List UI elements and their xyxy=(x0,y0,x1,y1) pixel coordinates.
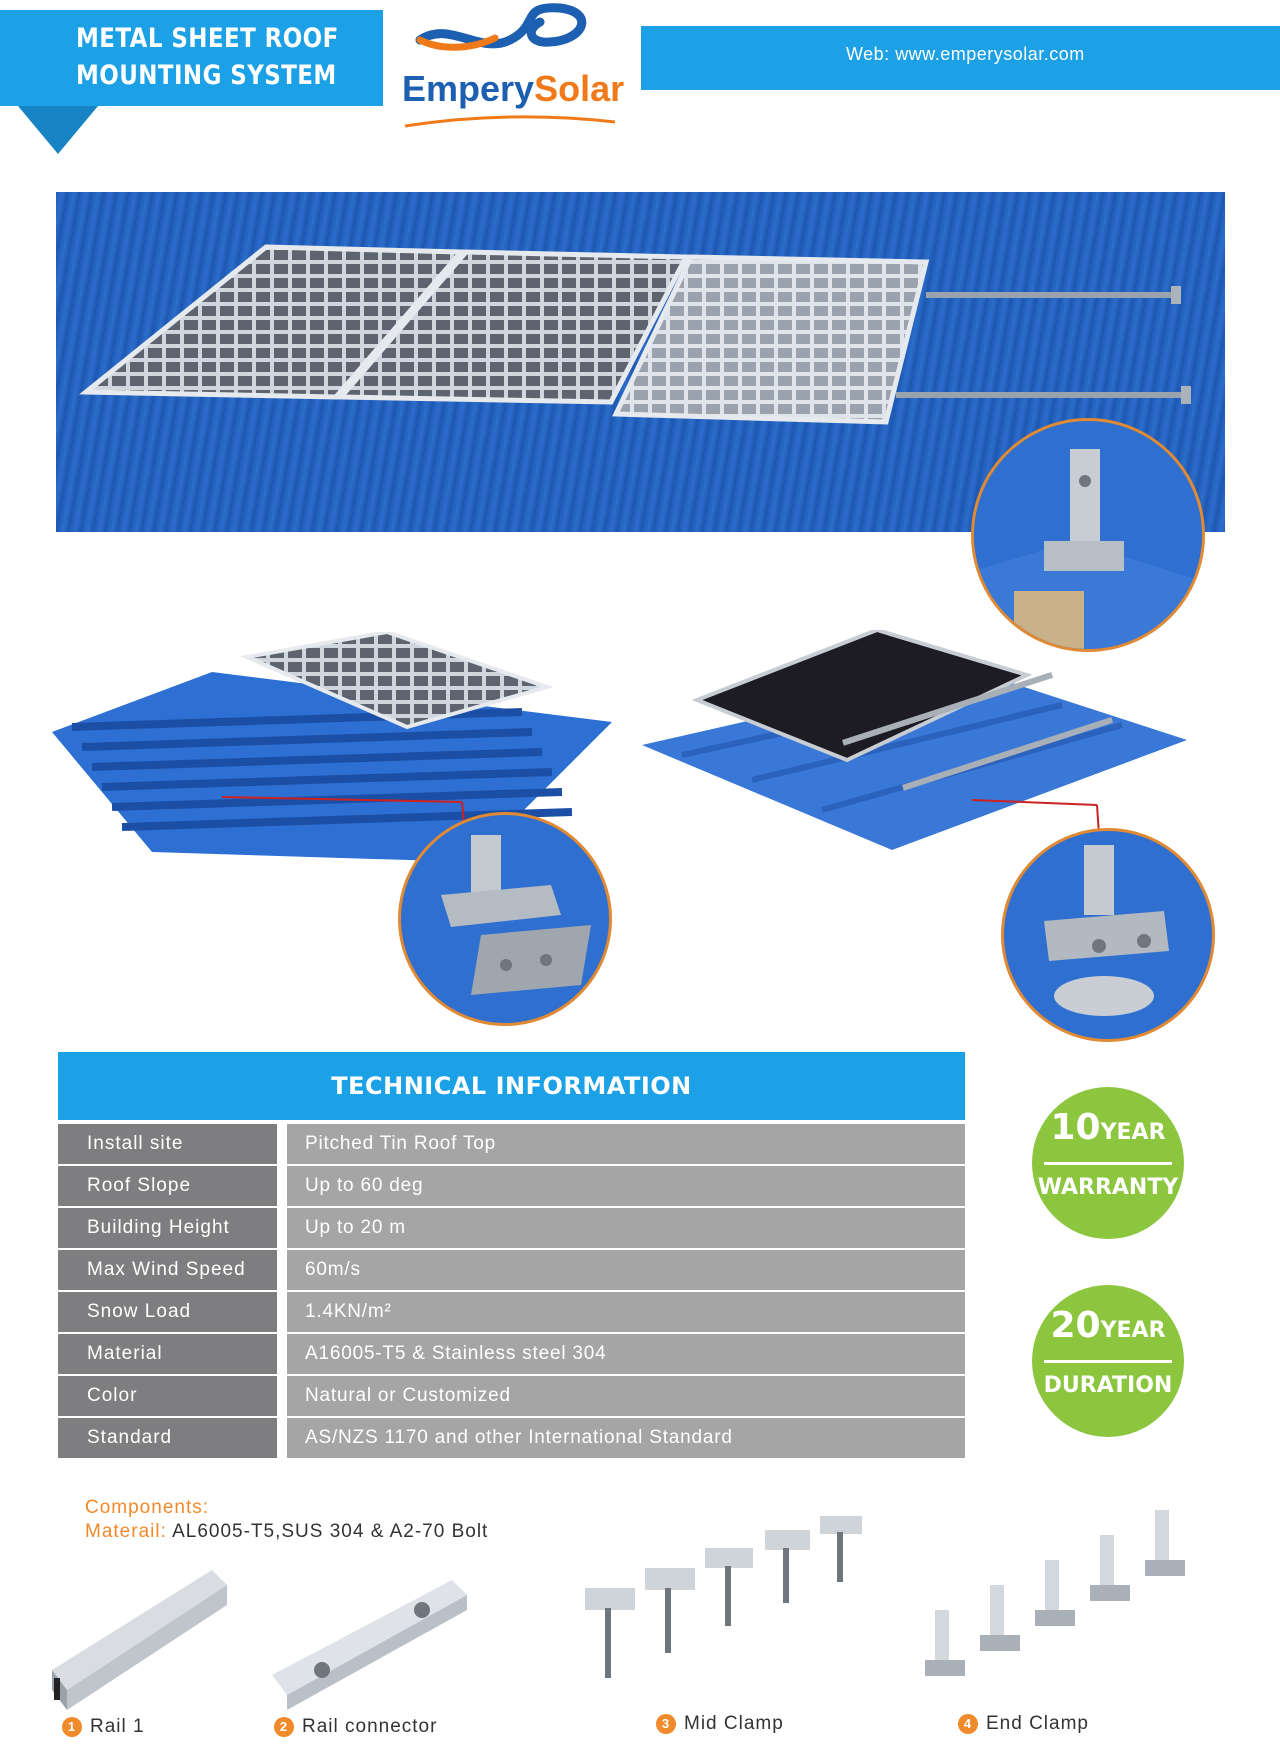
badge-word: WARRANTY xyxy=(1037,1175,1179,1200)
row-label: Standard xyxy=(58,1418,277,1458)
row-value: 1.4KN/m² xyxy=(287,1292,965,1332)
page-title xyxy=(76,20,339,94)
table-row xyxy=(58,1250,965,1290)
end-clamp-image xyxy=(915,1495,1205,1705)
standing-seam-roof-icon xyxy=(642,630,1187,860)
row-value: Pitched Tin Roof Top xyxy=(287,1124,965,1164)
badge-unit: YEAR xyxy=(1100,1318,1166,1343)
row-label: Snow Load xyxy=(58,1292,277,1332)
row-label: Material xyxy=(58,1334,277,1374)
badge-divider xyxy=(1044,1162,1172,1165)
corrugated-bracket-detail-image xyxy=(398,812,612,1026)
seam-clamp-icon xyxy=(1004,831,1212,1039)
row-value: AS/NZS 1170 and other International Standard xyxy=(287,1418,965,1458)
table-row xyxy=(58,1376,965,1416)
components-heading: Components: xyxy=(85,1497,210,1518)
material-value: AL6005-T5,SUS 304 & A2-70 Bolt xyxy=(172,1521,489,1542)
component-number: 3 xyxy=(656,1714,676,1734)
website-link[interactable]: Web: www.emperysolar.com xyxy=(846,44,1085,64)
tech-info-title: TECHNICAL INFORMATION xyxy=(331,1072,692,1100)
row-label: Color xyxy=(58,1376,277,1416)
components-material xyxy=(85,1521,488,1543)
logo-part-1: Empery xyxy=(402,68,535,109)
row-label: Max Wind Speed xyxy=(58,1250,277,1290)
table-row xyxy=(58,1208,965,1248)
row-value: Natural or Customized xyxy=(287,1376,965,1416)
table-row xyxy=(58,1418,965,1458)
badge-number: 10 xyxy=(1050,1107,1101,1148)
badge-number: 20 xyxy=(1050,1305,1101,1346)
tech-info-table xyxy=(58,1124,965,1460)
roof-hook-detail-image xyxy=(971,418,1205,652)
title-line-2: MOUNTING SYSTEM xyxy=(76,60,337,91)
logo-part-2: Solar xyxy=(534,68,625,109)
row-value: Up to 60 deg xyxy=(287,1166,965,1206)
row-label: Building Height xyxy=(58,1208,277,1248)
title-banner-tail xyxy=(18,106,98,154)
duration-badge xyxy=(1032,1285,1184,1437)
table-row xyxy=(58,1166,965,1206)
standing-seam-roof-image xyxy=(642,630,1187,860)
component-name: Mid Clamp xyxy=(684,1713,784,1734)
component-number: 4 xyxy=(958,1714,978,1734)
l-foot-bracket-icon xyxy=(401,815,609,1023)
table-row xyxy=(58,1292,965,1332)
component-name: Rail connector xyxy=(302,1716,438,1737)
component-label-end-clamp xyxy=(958,1713,1089,1735)
logo-underline-icon xyxy=(400,112,620,132)
component-label-rail xyxy=(62,1716,145,1738)
title-line-1: METAL SHEET ROOF xyxy=(76,23,339,54)
table-row xyxy=(58,1124,965,1164)
component-label-mid-clamp xyxy=(656,1713,784,1735)
component-name: End Clamp xyxy=(986,1713,1089,1734)
material-key: Materail: xyxy=(85,1521,167,1542)
seam-clamp-detail-image xyxy=(1001,828,1215,1042)
component-number: 1 xyxy=(62,1717,82,1737)
mid-clamp-image xyxy=(575,1508,875,1708)
component-label-rail-connector xyxy=(274,1716,437,1738)
logo xyxy=(402,68,624,110)
badge-unit: YEAR xyxy=(1100,1120,1166,1145)
table-row xyxy=(58,1334,965,1374)
badge-word: DURATION xyxy=(1043,1373,1173,1398)
row-value: Up to 20 m xyxy=(287,1208,965,1248)
warranty-badge xyxy=(1032,1087,1184,1239)
row-value: A16005-T5 & Stainless steel 304 xyxy=(287,1334,965,1374)
rail-image xyxy=(52,1560,232,1725)
roof-hook-icon xyxy=(974,421,1202,649)
logo-swoosh-icon xyxy=(410,0,610,70)
component-name: Rail 1 xyxy=(90,1716,145,1737)
component-number: 2 xyxy=(274,1717,294,1737)
row-label: Install site xyxy=(58,1124,277,1164)
row-value: 60m/s xyxy=(287,1250,965,1290)
row-label: Roof Slope xyxy=(58,1166,277,1206)
badge-divider xyxy=(1044,1360,1172,1363)
rail-connector-image xyxy=(262,1565,472,1715)
